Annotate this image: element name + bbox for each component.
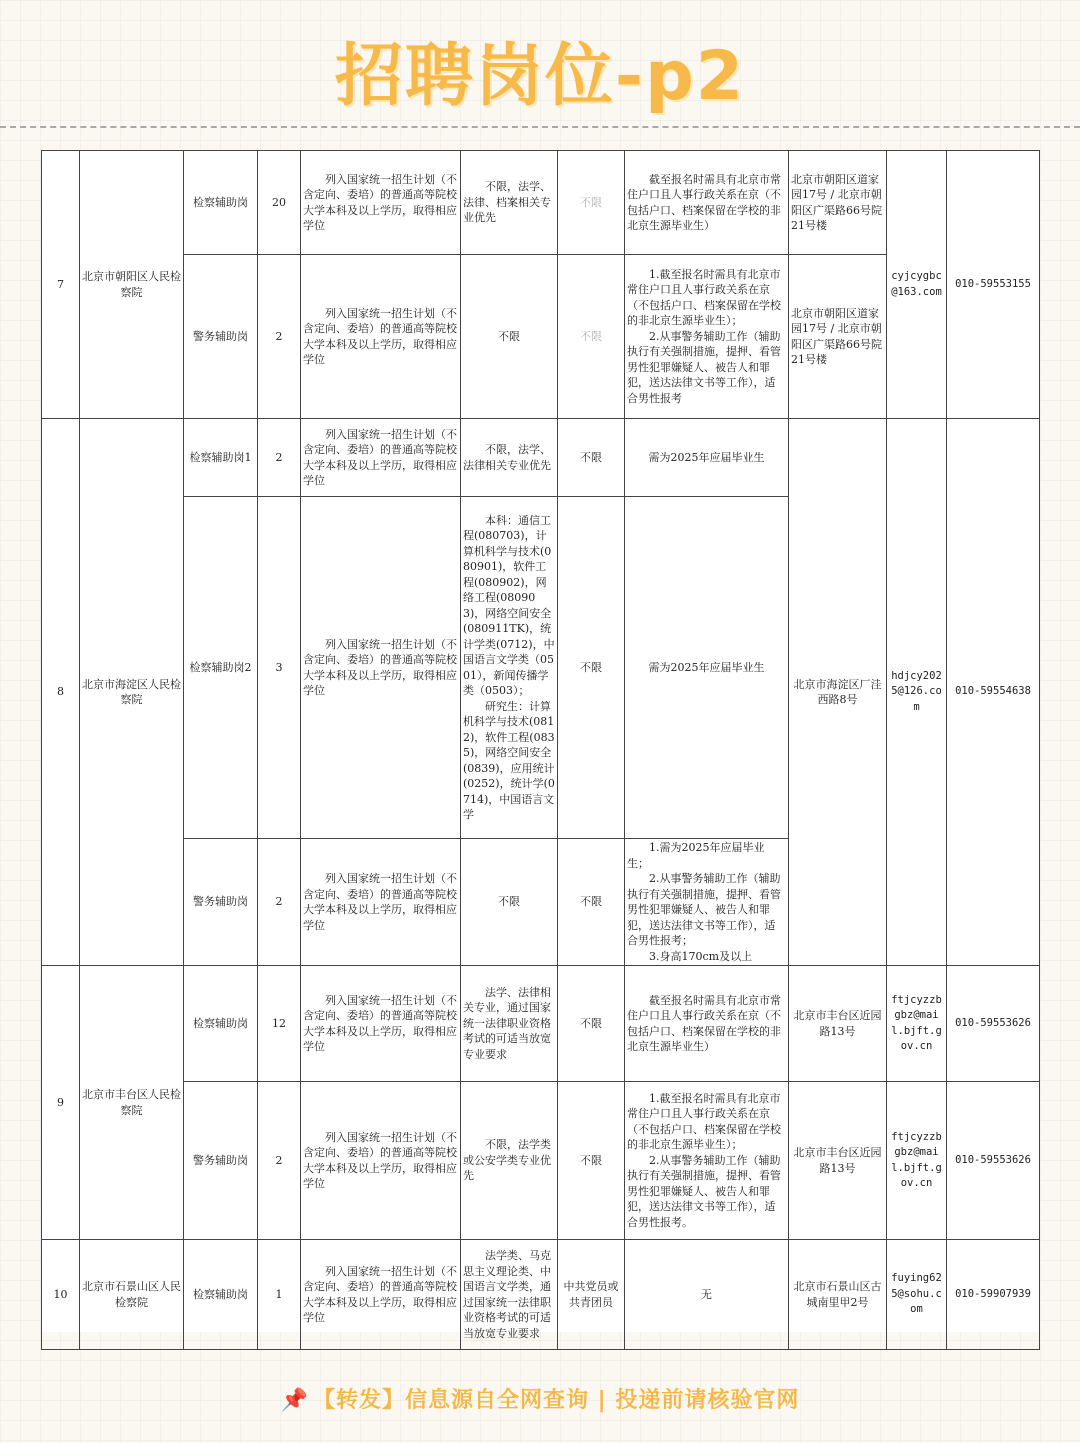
pin-icon: 📌 xyxy=(280,1388,310,1413)
hiring-count: 2 xyxy=(258,419,301,497)
row-number: 7 xyxy=(42,151,80,419)
major-requirement: 不限 xyxy=(461,839,558,966)
work-address: 北京市海淀区厂洼西路8号 xyxy=(789,419,887,966)
position-name: 警务辅助岗 xyxy=(184,839,258,966)
position-name: 警务辅助岗 xyxy=(184,255,258,419)
political-requirement: 不限 xyxy=(558,419,625,497)
table-row xyxy=(42,1240,1040,1350)
major-requirement xyxy=(461,497,558,839)
other-requirement xyxy=(625,1082,789,1240)
contact-email: ftjcyzzbgbz@mail.bjft.gov.cn xyxy=(887,966,947,1082)
political-requirement: 不限 xyxy=(558,1082,625,1240)
recruitment-table xyxy=(41,150,1040,1350)
political-requirement: 中共党员或共青团员 xyxy=(558,1240,625,1350)
education-requirement: 列入国家统一招生计划（不含定向、委培）的普通高等院校大学本科及以上学历，取得相应学位 xyxy=(301,255,461,419)
work-address: 北京市丰台区近园路13号 xyxy=(789,966,887,1082)
hiring-count: 1 xyxy=(258,1240,301,1350)
major-requirement-line: 本科：通信工程(080703)，计算机科学与技术(080901)，软件工程(080902)，网络工程(080903)，网络空间安全(080911TK)，统计学类(0712)，中国语言文学类（0501），新闻传播学类（0503）； xyxy=(463,513,555,697)
table-row xyxy=(42,966,1040,1082)
education-requirement: 列入国家统一招生计划（不含定向、委培）的普通高等院校大学本科及以上学历，取得相应学位 xyxy=(301,419,461,497)
other-requirement-line: 2.从事警务辅助工作（辅助执行有关强制措施，提押、看管男性犯罪嫌疑人、被告人和罪犯，送达法律文书等工作），适合男性报考 xyxy=(627,329,781,405)
table-row xyxy=(42,151,1040,255)
footer-text: 【转发】信息源自全网查询 | 投递前请核验官网 xyxy=(313,1388,800,1413)
hiring-count: 3 xyxy=(258,497,301,839)
education-requirement: 列入国家统一招生计划（不含定向、委培）的普通高等院校大学本科及以上学历，取得相应学位 xyxy=(301,966,461,1082)
contact-phone: 010-59553155 xyxy=(947,151,1040,419)
education-requirement: 列入国家统一招生计划（不含定向、委培）的普通高等院校大学本科及以上学历，取得相应学位 xyxy=(301,151,461,255)
other-requirement xyxy=(625,839,789,966)
work-address: 北京市朝阳区道家园17号 / 北京市朝阳区广渠路66号院21号楼 xyxy=(789,255,887,419)
other-requirement: 无 xyxy=(625,1240,789,1350)
position-name: 检察辅助岗1 xyxy=(184,419,258,497)
political-requirement: 不限 xyxy=(558,497,625,839)
position-name: 警务辅助岗 xyxy=(184,1082,258,1240)
contact-phone: 010-59554638 xyxy=(947,419,1040,966)
major-requirement: 不限，法学、法律、档案相关专业优先 xyxy=(461,151,558,255)
position-name: 检察辅助岗 xyxy=(184,1240,258,1350)
dashed-divider xyxy=(0,126,1080,128)
political-requirement: 不限 xyxy=(558,255,625,419)
footer-notice xyxy=(0,1383,1080,1414)
hiring-count: 2 xyxy=(258,1082,301,1240)
other-requirement-line: 1.需为2025年应届毕业生； xyxy=(627,841,765,870)
education-requirement: 列入国家统一招生计划（不含定向、委培）的普通高等院校大学本科及以上学历，取得相应学位 xyxy=(301,1082,461,1240)
hiring-count: 2 xyxy=(258,255,301,419)
contact-email: cyjcygbc@163.com xyxy=(887,151,947,419)
other-requirement-line: 1.截至报名时需具有北京市常住户口且人事行政关系在京（不包括户口、档案保留在学校的非北京生源毕业生）； xyxy=(627,1091,781,1152)
major-requirement: 不限，法学类或公安学类专业优先 xyxy=(461,1082,558,1240)
political-requirement: 不限 xyxy=(558,966,625,1082)
major-requirement-line: 研究生：计算机科学与技术(0812)，软件工程(0835)，网络空间安全(0839)，应用统计(0252)，统计学(0714)，中国语言文学 xyxy=(463,699,555,821)
political-requirement: 不限 xyxy=(558,839,625,966)
work-address: 北京市丰台区近园路13号 xyxy=(789,1082,887,1240)
position-name: 检察辅助岗 xyxy=(184,151,258,255)
major-requirement: 不限 xyxy=(461,255,558,419)
other-requirement: 需为2025年应届毕业生 xyxy=(625,497,789,839)
contact-email: ftjcyzzbgbz@mail.bjft.gov.cn xyxy=(887,1082,947,1240)
contact-email: fuying625@sohu.com xyxy=(887,1240,947,1350)
major-requirement: 不限，法学、法律相关专业优先 xyxy=(461,419,558,497)
education-requirement: 列入国家统一招生计划（不含定向、委培）的普通高等院校大学本科及以上学历，取得相应学位 xyxy=(301,497,461,839)
work-address: 北京市石景山区古城南里甲2号 xyxy=(789,1240,887,1350)
row-number: 9 xyxy=(42,966,80,1240)
hiring-count: 20 xyxy=(258,151,301,255)
other-requirement-line: 2.从事警务辅助工作（辅助执行有关强制措施，提押、看管男性犯罪嫌疑人、被告人和罪犯，送达法律文书等工作），适合男性报考； xyxy=(627,872,781,947)
other-requirement: 截至报名时需具有北京市常住户口且人事行政关系在京（不包括户口、档案保留在学校的非北京生源毕业生） xyxy=(625,151,789,255)
recruitment-table-wrapper xyxy=(41,150,1039,1340)
other-requirement: 需为2025年应届毕业生 xyxy=(625,419,789,497)
table-row xyxy=(42,419,1040,497)
position-name: 检察辅助岗2 xyxy=(184,497,258,839)
contact-phone: 010-59553626 xyxy=(947,1082,1040,1240)
work-address: 北京市朝阳区道家园17号 / 北京市朝阳区广渠路66号院21号楼 xyxy=(789,151,887,255)
employer-unit: 北京市丰台区人民检察院 xyxy=(80,966,184,1240)
other-requirement-line: 3.身高170cm及以上 xyxy=(649,949,753,963)
other-requirement-line: 1.截至报名时需具有北京市常住户口且人事行政关系在京（不包括户口、档案保留在学校的非北京生源毕业生）； xyxy=(627,267,781,328)
contact-phone: 010-59553626 xyxy=(947,966,1040,1082)
hiring-count: 12 xyxy=(258,966,301,1082)
other-requirement xyxy=(625,255,789,419)
row-number: 8 xyxy=(42,419,80,966)
contact-email: hdjcy2025@126.com xyxy=(887,419,947,966)
education-requirement: 列入国家统一招生计划（不含定向、委培）的普通高等院校大学本科及以上学历，取得相应学位 xyxy=(301,1240,461,1350)
hiring-count: 2 xyxy=(258,839,301,966)
page-title: 招聘岗位-p2 xyxy=(334,37,746,116)
table-row xyxy=(42,1082,1040,1240)
employer-unit: 北京市石景山区人民检察院 xyxy=(80,1240,184,1350)
employer-unit: 北京市海淀区人民检察院 xyxy=(80,419,184,966)
major-requirement: 法学、法律相关专业，通过国家统一法律职业资格考试的可适当放宽专业要求 xyxy=(461,966,558,1082)
contact-phone: 010-59907939 xyxy=(947,1240,1040,1350)
political-requirement: 不限 xyxy=(558,151,625,255)
education-requirement: 列入国家统一招生计划（不含定向、委培）的普通高等院校大学本科及以上学历，取得相应学位 xyxy=(301,839,461,966)
employer-unit: 北京市朝阳区人民检察院 xyxy=(80,151,184,419)
row-number: 10 xyxy=(42,1240,80,1350)
other-requirement: 截至报名时需具有北京市常住户口且人事行政关系在京（不包括户口、档案保留在学校的非北京生源毕业生） xyxy=(625,966,789,1082)
position-name: 检察辅助岗 xyxy=(184,966,258,1082)
other-requirement-line: 2.从事警务辅助工作（辅助执行有关强制措施，提押、看管男性犯罪嫌疑人、被告人和罪犯，送达法律文书等工作），适合男性报考。 xyxy=(627,1153,781,1229)
major-requirement: 法学类、马克思主义理论类、中国语言文学类，通过国家统一法律职业资格考试的可适当放宽专业要求 xyxy=(461,1240,558,1350)
